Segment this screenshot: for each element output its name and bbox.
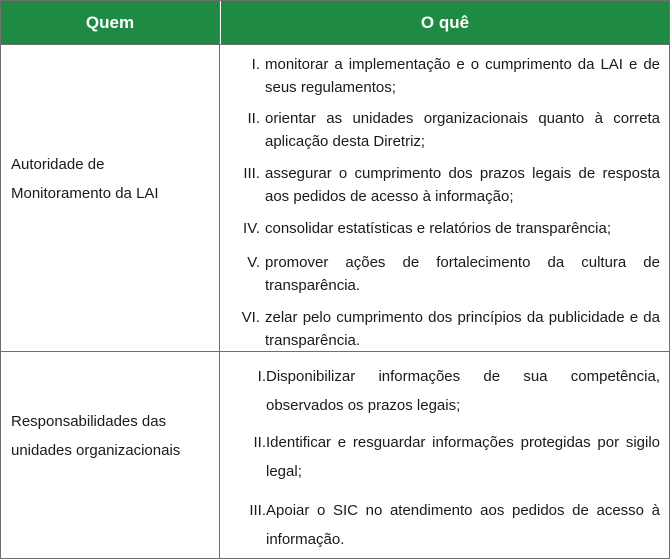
- border-left: [0, 0, 1, 559]
- item-number: I.: [251, 56, 260, 73]
- item-text: Disponibilizar informações de sua competência, observados os prazos legais;: [266, 368, 660, 414]
- list-item: [230, 217, 662, 240]
- who-label-line: Autoridade de: [11, 156, 105, 173]
- item-text: assegurar o cumprimento dos prazos legais de resposta aos pedidos de acesso à informação;: [265, 165, 660, 205]
- item-number: II.: [253, 434, 266, 451]
- item-text: orientar as unidades organizacionais quanto à correta aplicação desta Diretriz;: [265, 110, 660, 150]
- item-number: IV.: [243, 220, 260, 237]
- who-label-line: Monitoramento da LAI: [11, 185, 159, 202]
- border-bottom: [0, 558, 670, 559]
- who-label-units: [11, 407, 180, 465]
- who-label-line: unidades organizacionais: [11, 442, 181, 459]
- list-item: [230, 362, 662, 422]
- header-what: O quê: [221, 1, 669, 44]
- item-number: V.: [247, 254, 260, 271]
- who-label-monitoring: [11, 150, 159, 208]
- item-number: III.: [249, 502, 266, 519]
- header-who: Quem: [1, 1, 219, 44]
- list-item: [230, 107, 662, 153]
- column-divider: [219, 0, 220, 559]
- who-label-line: Responsabilidades das: [11, 413, 167, 430]
- item-text: monitorar a implementação e o cumprimento da LAI e de seus regulamentos;: [265, 56, 660, 96]
- item-text: Apoiar o SIC no atendimento aos pedidos de acesso à informação.: [266, 502, 660, 548]
- border-top: [0, 0, 670, 1]
- item-text: promover ações de fortalecimento da cultura de transparência.: [265, 254, 660, 294]
- item-number: III.: [243, 165, 260, 182]
- item-number: II.: [247, 110, 260, 127]
- list-item: [230, 428, 662, 488]
- item-text: consolidar estatísticas e relatórios de transparência;: [265, 220, 612, 237]
- item-text: Identificar e resguardar informações protegidas por sigilo legal;: [266, 434, 660, 480]
- list-item: [230, 496, 662, 556]
- item-number: I.: [257, 368, 266, 385]
- item-text: zelar pelo cumprimento dos princípios da publicidade e da transparência.: [265, 309, 660, 349]
- header-divider: [0, 44, 670, 45]
- list-item: [230, 53, 662, 99]
- list-item: [230, 306, 662, 352]
- list-item: [230, 162, 662, 208]
- list-item: [230, 251, 662, 297]
- item-number: VI.: [241, 309, 260, 326]
